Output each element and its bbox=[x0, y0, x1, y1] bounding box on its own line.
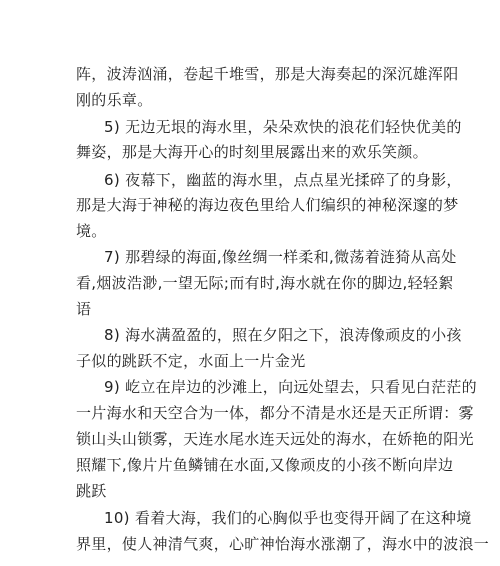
text-line-11: 8) 海水满盈盈的，照在夕阳之下，浪涛像顽皮的小孩 bbox=[104, 326, 462, 344]
text-line-6: 那是大海于神秘的海边夜色里给人们编织的神秘深邃的梦 bbox=[76, 196, 459, 214]
text-line-15: 锁山头山锁雾，天连水尾水连天远处的海水，在娇艳的阳光 bbox=[76, 430, 474, 448]
text-line-2: 刚的乐章。 bbox=[76, 91, 153, 109]
text-line-17: 跳跃 bbox=[76, 482, 107, 500]
text-line-19: 界里，使人神清气爽，心旷神怡海水涨潮了，海水中的波浪一 bbox=[76, 535, 490, 553]
text-line-12: 子似的跳跃不定，水面上一片金光 bbox=[76, 352, 306, 370]
text-line-13: 9) 屹立在岸边的沙滩上，向远处望去，只看见白茫茫的 bbox=[104, 378, 477, 396]
text-line-9: 看,烟波浩渺,一望无际;而有时,海水就在你的脚边,轻轻絮 bbox=[76, 274, 454, 292]
text-line-16: 照耀下,像片片鱼鳞铺在水面,又像顽皮的小孩不断向岸边 bbox=[76, 456, 454, 474]
text-line-18: 10) 看着大海，我们的心胸似乎也变得开阔了在这种境 bbox=[104, 509, 472, 527]
text-line-4: 舞姿，那是大海开心的时刻里展露出来的欢乐笑颜。 bbox=[76, 143, 428, 161]
text-line-8: 7) 那碧绿的海面,像丝绸一样柔和,微荡着涟猗从高处 bbox=[104, 248, 457, 266]
text-line-1: 阵，波涛汹涌，卷起千堆雪，那是大海奏起的深沉雄浑阳 bbox=[76, 65, 459, 83]
text-line-5: 6) 夜幕下，幽蓝的海水里，点点星光揉碎了的身影， bbox=[104, 171, 462, 189]
text-line-10: 语 bbox=[76, 300, 92, 318]
text-line-14: 一片海水和天空合为一体，都分不清是水还是天正所谓：雾 bbox=[76, 404, 474, 422]
text-line-3: 5) 无边无垠的海水里，朵朵欢快的浪花们轻快优美的 bbox=[104, 118, 462, 136]
text-line-7: 境。 bbox=[76, 222, 107, 240]
